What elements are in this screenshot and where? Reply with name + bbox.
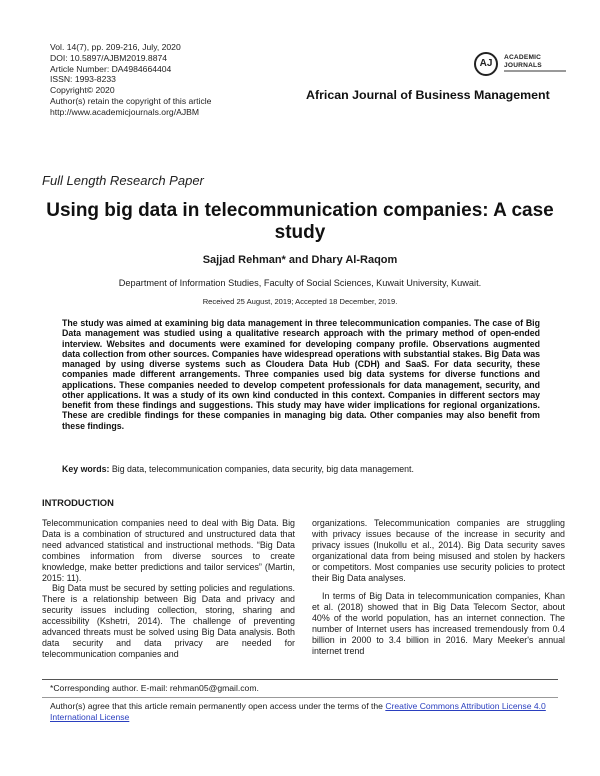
logo-tagline-bar [504,70,566,72]
meta-rights: Author(s) retain the copyright of this article [50,95,212,106]
logo-line-1: ACADEMIC [504,54,542,61]
section-heading-introduction: INTRODUCTION [42,497,114,508]
meta-doi: DOI: 10.5897/AJBM2019.8874 [50,52,168,63]
paragraph: In terms of Big Data in telecommunication companies, Khan et al. (2018) showed that in Big Data Telecom Sector, about 40% of the world population, has an internet connection. The number of Internet users has increased tremendously from 0.4 billion in 2000 to 3.4 billion in 2016. Mary Meeker's annual internet trend [312,591,565,656]
corresponding-author: *Corresponding author. E-mail: rehman05@gmail.com. [50,683,259,693]
author-affiliation: Department of Information Studies, Faculty of Social Sciences, Kuwait University, Kuwait. [118,278,482,288]
paragraph: Telecommunication companies need to deal with Big Data. Big Data is a combination of structured and unstructured data that need advanced statistical and instructional methods. “Big Data combines information from diverse sources to create knowledge, make better predictions and tailor services” (Martin, 2015: 11). [42,518,295,583]
license-text: Author(s) agree that this article remain permanently open access under the terms of the [50,701,386,711]
received-dates: Received 25 August, 2019; Accepted 18 December, 2019. [202,297,398,306]
paper-title: Using big data in telecommunication companies: A case study [46,200,554,243]
footnote-divider [42,679,558,680]
license-link[interactable]: Creative Commons Attribution License 4.0 International License [50,701,546,722]
meta-url[interactable]: http://www.academicjournals.org/AJBM [50,106,200,117]
academic-journals-logo [474,48,574,84]
paragraph: Big Data must be secured by setting policies and regulations. There is a relationship between Big Data and privacy and security issues including collection, storing, sharing and accessibility (Kshetri, 2014). The challenge of preventing advanced threats must be solved using Big Data analysis. Both data security and data privacy are needed for telecommunication companies and [42,583,295,659]
body-column-left [42,518,295,660]
logo-line-2: JOURNALS [504,61,542,69]
meta-article-number: Article Number: DA4984664404 [50,63,172,74]
paper-authors: Sajjad Rehman* and Dhary Al-Raqom [202,254,398,266]
logo-mark: AJ [474,52,498,76]
article-metadata [50,42,211,118]
license-notice [50,701,560,723]
keywords [62,464,540,474]
logo-wordmark [504,54,542,69]
body-column-right [312,518,565,657]
keywords-list: Big data, telecommunication companies, data security, big data management. [109,464,414,474]
meta-volume: Vol. 14(7), pp. 209-216, July, 2020 [50,42,181,52]
journal-name: African Journal of Business Management [306,88,550,102]
keywords-label: Key words: [62,464,110,474]
paragraph: organizations. Telecommunication companies are struggling with privacy issues because of the increase in security and privacy issues (Inukollu et al., 2014). Big Data security saves organizational data from being misused and stolen by hackers or competitors. Most companies use security policies to protect their Big Data analyses. [312,518,565,583]
meta-issn: ISSN: 1993-8233 [50,74,116,85]
meta-copyright: Copyright© 2020 [50,85,115,96]
license-divider [42,697,558,698]
abstract: The study was aimed at examining big data management in three telecommunication companies. The case of Big Data management was studied using a qualitative research approach with the primary method of open-ended interview. Websites and documents were examined for developing company profile. Observations augmented data collection from other sources. Companies have widespread operations with substantial stakes. Big Data was managed by using diverse systems such as Cloudera Data Hub (CDH) and SaaS. For data security, these companies made different arrangements. Three companies used big data systems for diverse functions and applications. These companies needed to develop competent professionals for data management, security, and other applications. It was a study of its own kind conducted in this context. Companies in different sectors may benefit from these findings and suggestions. This study may have wider implications for regional organizations. These are credible findings for these companies in managing big data. Other companies may also benefit from these findings. [62,318,540,431]
paper-type: Full Length Research Paper [42,173,204,188]
